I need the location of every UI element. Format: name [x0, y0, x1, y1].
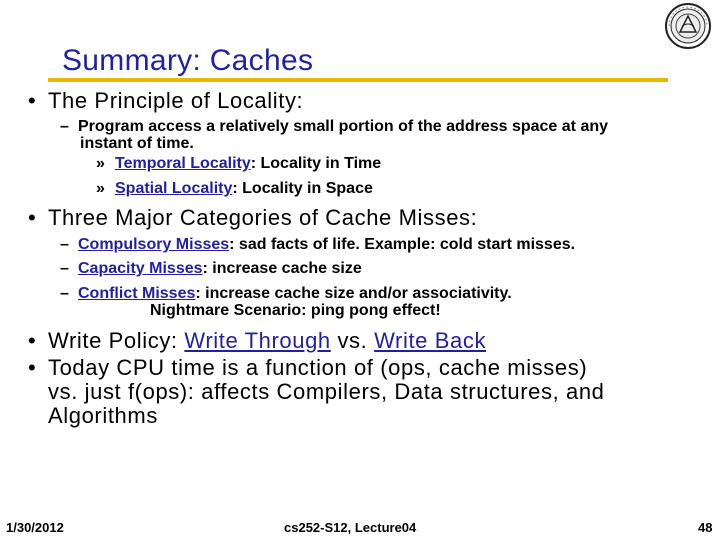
dash-marker: – — [60, 260, 69, 277]
footer-date: 1/30/2012 — [6, 520, 64, 535]
subbullet-conflict: – Conflict Misses: increase cache size and/or associativity. Nightmare Scenario: ping pong effect! — [60, 285, 512, 319]
subsub-temporal: » Temporal Locality: Locality in Time — [96, 155, 382, 172]
bullet-cache-misses: • Three Major Categories of Cache Misses: — [28, 205, 478, 230]
capacity-misses-term: Capacity Misses — [78, 260, 203, 277]
bullet-dot: • — [28, 328, 37, 353]
subsub-spatial: » Spatial Locality: Locality in Space — [96, 180, 373, 197]
bullet-dot: • — [28, 205, 37, 230]
title-underline — [48, 78, 668, 82]
bullet-dot: • — [28, 355, 37, 380]
write-back-term: Write Back — [374, 328, 487, 353]
dash-marker: – — [60, 236, 69, 253]
raquo-marker: » — [96, 155, 105, 172]
footer-page-number: 48 — [698, 520, 713, 535]
bullet-cpu-time: • Today CPU time is a function of (ops, cache misses) vs. just f(ops): affects Compilers, Data structures, and Algorithms — [28, 355, 605, 428]
subbullet-compulsory: – Compulsory Misses: sad facts of life. Example: cold start misses. — [60, 236, 576, 253]
spatial-locality-term: Spatial Locality — [115, 180, 233, 197]
bullet-locality: • The Principle of Locality: — [28, 88, 304, 113]
temporal-locality-term: Temporal Locality — [115, 155, 251, 172]
write-through-term: Write Through — [184, 328, 331, 353]
dash-marker: – — [60, 118, 69, 135]
bullet-write-policy: • Write Policy: Write Through vs. Write Back — [28, 328, 487, 353]
conflict-misses-term: Conflict Misses — [78, 285, 196, 302]
page-title: Summary: Caches — [62, 44, 314, 77]
subbullet-program-access: – Program access a relatively small portion of the address space at any instant of time. — [60, 118, 609, 152]
compulsory-misses-term: Compulsory Misses — [78, 236, 230, 253]
raquo-marker: » — [96, 180, 105, 197]
dash-marker: – — [60, 285, 69, 302]
footer-course: cs252-S12, Lecture04 — [284, 520, 417, 535]
bullet-dot: • — [28, 88, 37, 113]
university-seal-icon — [664, 2, 712, 50]
subbullet-capacity: – Capacity Misses: increase cache size — [60, 260, 362, 277]
